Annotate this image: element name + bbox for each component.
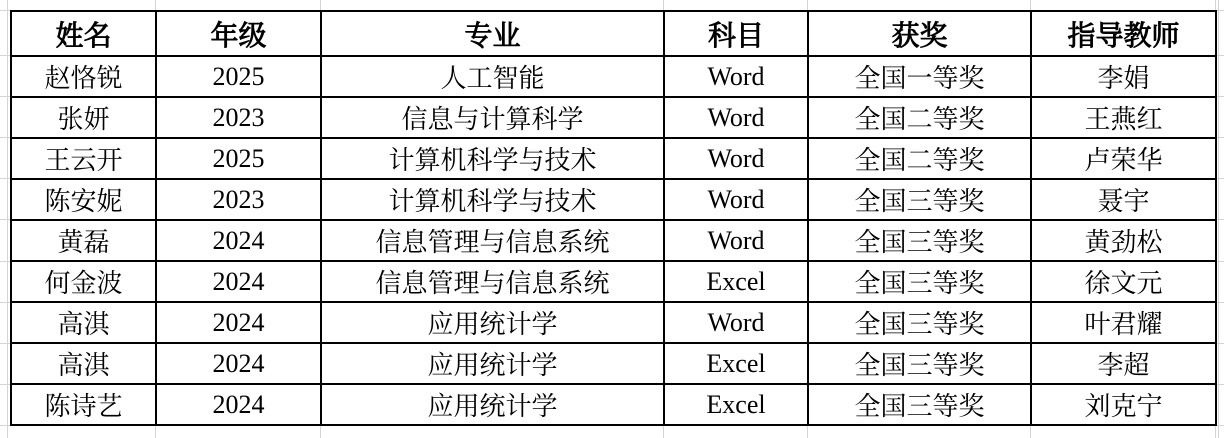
cell-grade[interactable]: 2023 xyxy=(156,179,321,220)
cell-award[interactable]: 全国一等奖 xyxy=(808,56,1031,97)
cell-major[interactable]: 计算机科学与技术 xyxy=(321,179,664,220)
cell-major[interactable]: 信息管理与信息系统 xyxy=(321,261,664,302)
cell-major[interactable]: 应用统计学 xyxy=(321,302,664,343)
table-row xyxy=(11,384,1216,425)
cell-teacher[interactable]: 王燕红 xyxy=(1031,97,1216,138)
cell-award[interactable]: 全国三等奖 xyxy=(808,220,1031,261)
awards-table xyxy=(10,10,1217,426)
table-row xyxy=(11,220,1216,261)
column-header-subject[interactable]: 科目 xyxy=(664,11,808,56)
cell-teacher[interactable]: 刘克宁 xyxy=(1031,384,1216,425)
cell-teacher[interactable]: 黄劲松 xyxy=(1031,220,1216,261)
cell-award[interactable]: 全国三等奖 xyxy=(808,179,1031,220)
cell-award[interactable]: 全国二等奖 xyxy=(808,138,1031,179)
cell-name[interactable]: 高淇 xyxy=(11,343,156,384)
cell-major[interactable]: 应用统计学 xyxy=(321,384,664,425)
column-header-teacher[interactable]: 指导教师 xyxy=(1031,11,1216,56)
cell-teacher[interactable]: 卢荣华 xyxy=(1031,138,1216,179)
cell-name[interactable]: 高淇 xyxy=(11,302,156,343)
cell-major[interactable]: 信息管理与信息系统 xyxy=(321,220,664,261)
cell-name[interactable]: 陈诗艺 xyxy=(11,384,156,425)
cell-teacher[interactable]: 李娟 xyxy=(1031,56,1216,97)
cell-award[interactable]: 全国三等奖 xyxy=(808,261,1031,302)
cell-grade[interactable]: 2024 xyxy=(156,220,321,261)
column-header-grade[interactable]: 年级 xyxy=(156,11,321,56)
cell-major[interactable]: 计算机科学与技术 xyxy=(321,138,664,179)
column-header-major[interactable]: 专业 xyxy=(321,11,664,56)
column-header-award[interactable]: 获奖 xyxy=(808,11,1031,56)
cell-teacher[interactable]: 聂宇 xyxy=(1031,179,1216,220)
cell-grade[interactable]: 2023 xyxy=(156,97,321,138)
table-body xyxy=(11,56,1216,425)
cell-major[interactable]: 信息与计算科学 xyxy=(321,97,664,138)
table-row xyxy=(11,56,1216,97)
cell-major[interactable]: 人工智能 xyxy=(321,56,664,97)
cell-name[interactable]: 陈安妮 xyxy=(11,179,156,220)
cell-name[interactable]: 赵恪锐 xyxy=(11,56,156,97)
cell-grade[interactable]: 2024 xyxy=(156,384,321,425)
cell-name[interactable]: 何金波 xyxy=(11,261,156,302)
cell-subject[interactable]: Word xyxy=(664,302,808,343)
table-row xyxy=(11,302,1216,343)
table-row xyxy=(11,138,1216,179)
cell-subject[interactable]: Word xyxy=(664,97,808,138)
cell-subject[interactable]: Word xyxy=(664,56,808,97)
table-row xyxy=(11,179,1216,220)
cell-teacher[interactable]: 叶君耀 xyxy=(1031,302,1216,343)
cell-subject[interactable]: Excel xyxy=(664,384,808,425)
cell-subject[interactable]: Word xyxy=(664,179,808,220)
column-header-name[interactable]: 姓名 xyxy=(11,11,156,56)
cell-award[interactable]: 全国二等奖 xyxy=(808,97,1031,138)
table-header-row xyxy=(11,11,1216,56)
cell-grade[interactable]: 2024 xyxy=(156,302,321,343)
table-row xyxy=(11,97,1216,138)
cell-grade[interactable]: 2024 xyxy=(156,261,321,302)
cell-award[interactable]: 全国三等奖 xyxy=(808,384,1031,425)
cell-subject[interactable]: Word xyxy=(664,138,808,179)
cell-teacher[interactable]: 李超 xyxy=(1031,343,1216,384)
cell-name[interactable]: 张妍 xyxy=(11,97,156,138)
cell-teacher[interactable]: 徐文元 xyxy=(1031,261,1216,302)
table-row xyxy=(11,261,1216,302)
table-row xyxy=(11,343,1216,384)
cell-subject[interactable]: Excel xyxy=(664,261,808,302)
cell-grade[interactable]: 2025 xyxy=(156,138,321,179)
cell-name[interactable]: 黄磊 xyxy=(11,220,156,261)
cell-major[interactable]: 应用统计学 xyxy=(321,343,664,384)
table-header-row xyxy=(11,11,1216,56)
cell-grade[interactable]: 2024 xyxy=(156,343,321,384)
cell-name[interactable]: 王云开 xyxy=(11,138,156,179)
cell-award[interactable]: 全国三等奖 xyxy=(808,302,1031,343)
cell-subject[interactable]: Excel xyxy=(664,343,808,384)
cell-subject[interactable]: Word xyxy=(664,220,808,261)
cell-grade[interactable]: 2025 xyxy=(156,56,321,97)
cell-award[interactable]: 全国三等奖 xyxy=(808,343,1031,384)
